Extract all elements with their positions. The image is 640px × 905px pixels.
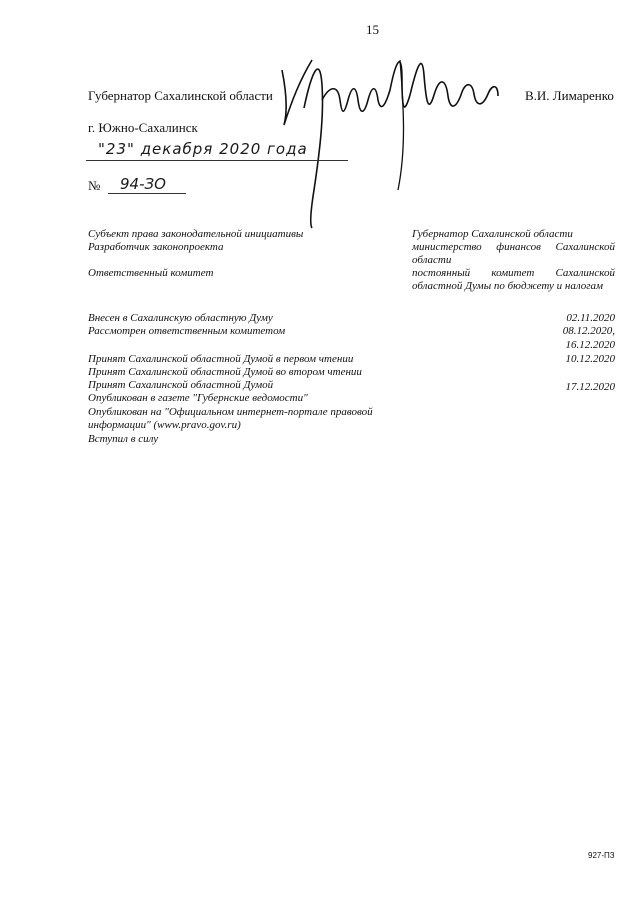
signing-date — [98, 140, 308, 158]
published-portal-label-2: информации" (www.pravo.gov.ru) — [88, 419, 241, 431]
committee-label: Ответственный комитет — [88, 267, 214, 279]
adopted-value: 17.12.2020 — [565, 381, 615, 393]
published-gazette-label: Опубликован в газете "Губернские ведомости" — [88, 392, 308, 404]
reviewed-label: Рассмотрен ответственным комитетом — [88, 325, 286, 337]
governor-title: Губернатор Сахалинской области — [88, 88, 273, 103]
page-number: 15 — [366, 22, 379, 37]
signature — [252, 30, 522, 230]
city: г. Южно-Сахалинск — [88, 120, 198, 135]
law-number: 94-ЗО — [120, 175, 166, 193]
committee-value: постоянный комитет Сахалинской областной Думы по бюджету и налогам — [412, 267, 615, 292]
signature-stroke — [322, 62, 498, 111]
reviewed-value-1: 08.12.2020, — [562, 325, 615, 337]
in-force-label: Вступил в силу — [88, 433, 159, 445]
date-underline — [86, 160, 348, 161]
adopted-label: Принят Сахалинской областной Думой — [88, 379, 274, 391]
document-code: 927-ПЗ — [588, 851, 615, 860]
second-reading-label: Принят Сахалинской областной Думой во втором чтении — [88, 366, 362, 378]
date-month-year: декабря 2020 года — [140, 140, 308, 158]
date-quote-close: " — [127, 140, 135, 158]
date-day: 23 — [105, 140, 127, 158]
developer-label: Разработчик законопроекта — [88, 241, 224, 253]
submitted-label: Внесен в Сахалинскую областную Думу — [88, 312, 273, 324]
governor-name: В.И. Лимаренко — [525, 88, 614, 103]
first-reading-value: 10.12.2020 — [565, 353, 615, 365]
date-quote-open: " — [98, 140, 106, 158]
number-underline — [108, 193, 186, 194]
submitted-value: 02.11.2020 — [566, 312, 615, 324]
developer-value: министерство финансов Сахалинской области — [412, 241, 615, 266]
subject-value: Губернатор Сахалинской области — [412, 228, 573, 240]
subject-label: Субъект права законодательной инициативы — [88, 228, 304, 240]
first-reading-label: Принят Сахалинской областной Думой в первом чтении — [88, 353, 354, 365]
published-portal-label-1: Опубликован на "Официальном интернет-портале правовой — [88, 406, 373, 418]
reviewed-value-2: 16.12.2020 — [565, 339, 615, 351]
number-label: № — [88, 178, 101, 193]
